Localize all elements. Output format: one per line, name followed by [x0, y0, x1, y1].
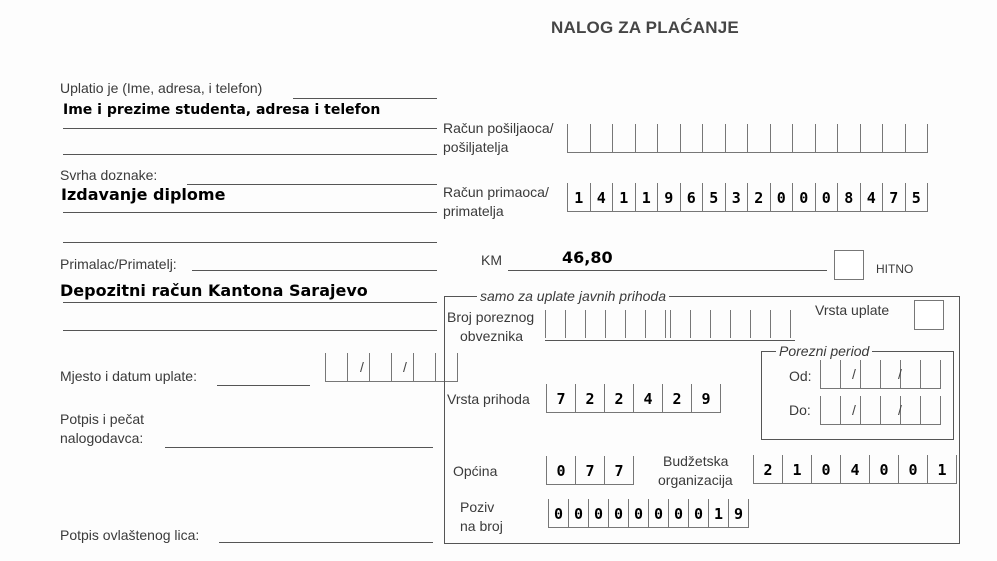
digit-value: 2	[763, 461, 773, 479]
potpis-nalogodavca-line2: nalogodavca:	[60, 430, 144, 446]
digit-cell[interactable]	[604, 384, 633, 412]
digit-value: 0	[821, 189, 831, 207]
vrsta-uplate-label: Vrsta uplate	[815, 302, 890, 318]
budzetska-line1: Budžetska	[663, 453, 729, 469]
digit-value: 0	[593, 505, 604, 523]
digit-value: 1	[937, 461, 947, 479]
digit-cell[interactable]	[548, 499, 568, 527]
digit-value: 0	[553, 505, 564, 523]
racun-posiljaoca-boxes[interactable]	[567, 124, 928, 153]
digit-value: 1	[641, 189, 651, 207]
digit-cell[interactable]	[612, 124, 635, 152]
digit-cell[interactable]	[688, 499, 708, 527]
digit-value: 1	[713, 505, 724, 523]
primalac-value[interactable]: Depozitni račun Kantona Sarajevo	[60, 281, 368, 300]
potpis-lica-label: Potpis ovlaštenog lica:	[60, 527, 200, 543]
digit-cell[interactable]	[880, 396, 900, 424]
digit-cell[interactable]	[898, 455, 927, 483]
digit-cell[interactable]	[590, 124, 613, 152]
date-cell[interactable]	[369, 353, 391, 381]
digit-cell[interactable]	[725, 124, 748, 152]
digit-cell[interactable]	[546, 384, 575, 412]
broj-poreznog-baseline	[545, 340, 795, 341]
digit-cell[interactable]	[633, 384, 662, 412]
digit-cell[interactable]	[728, 499, 749, 527]
porezni-period-legend: Porezni period	[776, 343, 872, 360]
digit-value: 0	[573, 505, 584, 523]
budzetska-line2: organizacija	[658, 472, 733, 488]
digit-value: 4	[596, 189, 606, 207]
do-separator: /	[852, 402, 856, 418]
digit-cell[interactable]	[702, 183, 725, 211]
broj-poreznog-boxes-b[interactable]	[670, 310, 791, 338]
digit-cell[interactable]	[662, 384, 691, 412]
digit-cell[interactable]	[815, 183, 838, 211]
hitno-label: HITNO	[876, 262, 914, 276]
digit-cell[interactable]	[811, 455, 840, 483]
digit-cell[interactable]	[708, 499, 728, 527]
digit-cell[interactable]	[657, 124, 680, 152]
digit-cell[interactable]	[567, 183, 590, 211]
uplatio-line-2	[63, 128, 437, 129]
digit-cell[interactable]	[860, 360, 880, 388]
digit-cell[interactable]	[920, 360, 941, 388]
digit-cell[interactable]	[770, 124, 793, 152]
digit-value: 0	[879, 461, 889, 479]
datum-boxes[interactable]	[325, 353, 458, 382]
digit-cell[interactable]	[880, 360, 900, 388]
broj-poreznog-line1: Broj poreznog	[447, 309, 535, 325]
digit-value: 4	[866, 189, 876, 207]
digit-cell[interactable]	[680, 183, 703, 211]
digit-cell[interactable]	[568, 499, 588, 527]
potpis-nalogodavca-line1: Potpis i pečat	[60, 411, 145, 427]
digit-cell[interactable]	[670, 310, 690, 338]
digit-value: 0	[799, 189, 809, 207]
svrha-value[interactable]: Izdavanje diplome	[61, 185, 226, 204]
currency-label: KM	[481, 252, 502, 268]
digit-cell[interactable]	[837, 183, 860, 211]
digit-value: 0	[776, 189, 786, 207]
digit-value: 4	[643, 390, 653, 408]
budzetska-boxes[interactable]	[753, 455, 957, 484]
digit-cell[interactable]	[900, 360, 920, 388]
digit-cell[interactable]	[588, 499, 608, 527]
potpis-nalogodavca-line[interactable]	[165, 447, 433, 448]
digit-cell[interactable]	[927, 455, 957, 483]
od-separator: /	[898, 366, 902, 382]
digit-cell[interactable]	[900, 396, 920, 424]
uplatio-line-3	[63, 154, 437, 155]
uplatio-value[interactable]: Ime i prezime studenta, adresa i telefon	[63, 102, 381, 118]
poziv-line2: na broj	[460, 518, 503, 534]
digit-cell[interactable]	[585, 310, 605, 338]
poziv-boxes[interactable]	[548, 499, 749, 528]
digit-cell[interactable]	[747, 124, 770, 152]
mjesto-label: Mjesto i datum uplate:	[60, 368, 197, 384]
digit-cell[interactable]	[815, 124, 838, 152]
opcina-label: Općina	[453, 463, 498, 479]
digit-cell[interactable]	[625, 310, 645, 338]
digit-cell[interactable]	[702, 124, 725, 152]
digit-cell[interactable]	[820, 360, 840, 388]
poziv-line1: Poziv	[460, 499, 495, 515]
public-revenue-legend: samo za uplate javnih prihoda	[477, 288, 669, 305]
vrsta-prihoda-label: Vrsta prihoda	[447, 391, 530, 407]
digit-cell[interactable]	[691, 384, 721, 412]
digit-value: 2	[672, 390, 682, 408]
digit-value: 7	[585, 462, 595, 480]
digit-value: 7	[614, 462, 624, 480]
digit-cell[interactable]	[605, 310, 625, 338]
digit-cell[interactable]	[604, 456, 634, 484]
amount-value[interactable]: 46,80	[562, 248, 613, 267]
svrha-line-3	[63, 242, 437, 243]
digit-value: 1	[792, 461, 802, 479]
date-cell[interactable]	[391, 353, 413, 381]
digit-value: 0	[633, 505, 644, 523]
digit-cell[interactable]	[840, 455, 869, 483]
digit-value: 6	[686, 189, 696, 207]
digit-value: 9	[733, 505, 744, 523]
digit-value: 2	[585, 390, 595, 408]
digit-cell[interactable]	[770, 183, 793, 211]
digit-cell[interactable]	[920, 396, 941, 424]
digit-value: 9	[664, 189, 674, 207]
digit-cell[interactable]	[753, 455, 782, 483]
digit-value: 1	[619, 189, 629, 207]
digit-cell[interactable]	[710, 310, 730, 338]
broj-poreznog-boxes-a[interactable]	[545, 310, 666, 338]
digit-cell[interactable]	[590, 183, 613, 211]
digit-cell[interactable]	[820, 396, 840, 424]
do-boxes[interactable]	[820, 396, 941, 425]
racun-posiljaoca-line1: Račun pošiljaoca/	[443, 120, 554, 136]
digit-value: 1	[574, 189, 584, 207]
digit-cell[interactable]	[860, 396, 880, 424]
digit-cell[interactable]	[565, 310, 585, 338]
od-label: Od:	[789, 368, 812, 384]
digit-cell[interactable]	[648, 499, 668, 527]
od-separator: /	[852, 366, 856, 382]
digit-cell[interactable]	[608, 499, 628, 527]
vrsta-uplate-box[interactable]	[914, 300, 944, 330]
digit-cell[interactable]	[668, 499, 688, 527]
digit-cell[interactable]	[575, 384, 604, 412]
page-title: NALOG ZA PLAĆANJE	[551, 18, 739, 37]
digit-value: 7	[889, 189, 899, 207]
uplatio-line	[293, 98, 437, 99]
digit-value: 0	[653, 505, 664, 523]
digit-cell[interactable]	[628, 499, 648, 527]
racun-primaoca-line1: Račun primaoca/	[443, 184, 549, 200]
digit-cell[interactable]	[635, 183, 658, 211]
digit-cell[interactable]	[545, 310, 565, 338]
racun-primaoca-line2: primatelja	[443, 203, 504, 219]
digit-value: 2	[614, 390, 624, 408]
hitno-checkbox[interactable]	[834, 250, 864, 280]
digit-cell[interactable]	[860, 183, 883, 211]
digit-cell[interactable]	[792, 124, 815, 152]
primalac-line-3	[63, 330, 437, 331]
racun-primaoca-boxes[interactable]	[567, 183, 928, 212]
do-separator: /	[898, 402, 902, 418]
primalac-line	[192, 270, 437, 271]
digit-cell[interactable]	[750, 310, 770, 338]
digit-cell[interactable]	[690, 310, 710, 338]
digit-cell[interactable]	[905, 183, 929, 211]
digit-cell[interactable]	[792, 183, 815, 211]
digit-value: 0	[556, 462, 566, 480]
date-cell[interactable]	[413, 353, 435, 381]
digit-cell[interactable]	[645, 310, 666, 338]
digit-cell[interactable]	[905, 124, 929, 152]
digit-cell[interactable]	[782, 455, 811, 483]
digit-cell[interactable]	[840, 396, 860, 424]
mjesto-line[interactable]	[217, 385, 310, 386]
date-separator: /	[360, 359, 364, 375]
digit-cell[interactable]	[860, 124, 883, 152]
primalac-label: Primalac/Primatelj:	[60, 256, 177, 272]
digit-value: 8	[844, 189, 854, 207]
digit-cell[interactable]	[567, 124, 590, 152]
digit-cell[interactable]	[635, 124, 658, 152]
digit-cell[interactable]	[657, 183, 680, 211]
od-boxes[interactable]	[820, 360, 941, 389]
digit-value: 5	[911, 189, 921, 207]
potpis-lica-line[interactable]	[219, 542, 433, 543]
opcina-boxes[interactable]	[546, 456, 634, 485]
date-separator: /	[403, 359, 407, 375]
digit-value: 0	[613, 505, 624, 523]
digit-cell[interactable]	[840, 360, 860, 388]
digit-cell[interactable]	[882, 124, 905, 152]
digit-value: 5	[709, 189, 719, 207]
digit-cell[interactable]	[747, 183, 770, 211]
do-label: Do:	[789, 402, 811, 418]
digit-value: 0	[693, 505, 704, 523]
primalac-line-2	[63, 302, 437, 303]
digit-cell[interactable]	[575, 456, 604, 484]
digit-value: 0	[908, 461, 918, 479]
digit-cell[interactable]	[869, 455, 898, 483]
digit-value: 4	[850, 461, 860, 479]
broj-poreznog-line2: obveznika	[460, 328, 524, 344]
vrsta-prihoda-boxes[interactable]	[546, 384, 721, 413]
digit-value: 9	[701, 390, 711, 408]
svrha-label: Svrha doznake:	[60, 167, 158, 183]
digit-value: 2	[754, 189, 764, 207]
date-cell[interactable]	[347, 353, 369, 381]
digit-cell[interactable]	[725, 183, 748, 211]
svrha-line-2	[63, 212, 437, 213]
digit-cell[interactable]	[837, 124, 860, 152]
date-cell[interactable]	[325, 353, 347, 381]
racun-posiljaoca-line2: pošiljatelja	[443, 139, 509, 155]
digit-value: 0	[821, 461, 831, 479]
uplatio-label: Uplatio je (Ime, adresa, i telefon)	[60, 80, 263, 96]
digit-value: 7	[556, 390, 566, 408]
digit-cell[interactable]	[612, 183, 635, 211]
digit-value: 0	[673, 505, 684, 523]
digit-cell[interactable]	[730, 310, 750, 338]
amount-line	[508, 270, 827, 271]
digit-cell[interactable]	[770, 310, 791, 338]
digit-cell[interactable]	[882, 183, 905, 211]
digit-cell[interactable]	[680, 124, 703, 152]
digit-value: 3	[731, 189, 741, 207]
digit-cell[interactable]	[546, 456, 575, 484]
